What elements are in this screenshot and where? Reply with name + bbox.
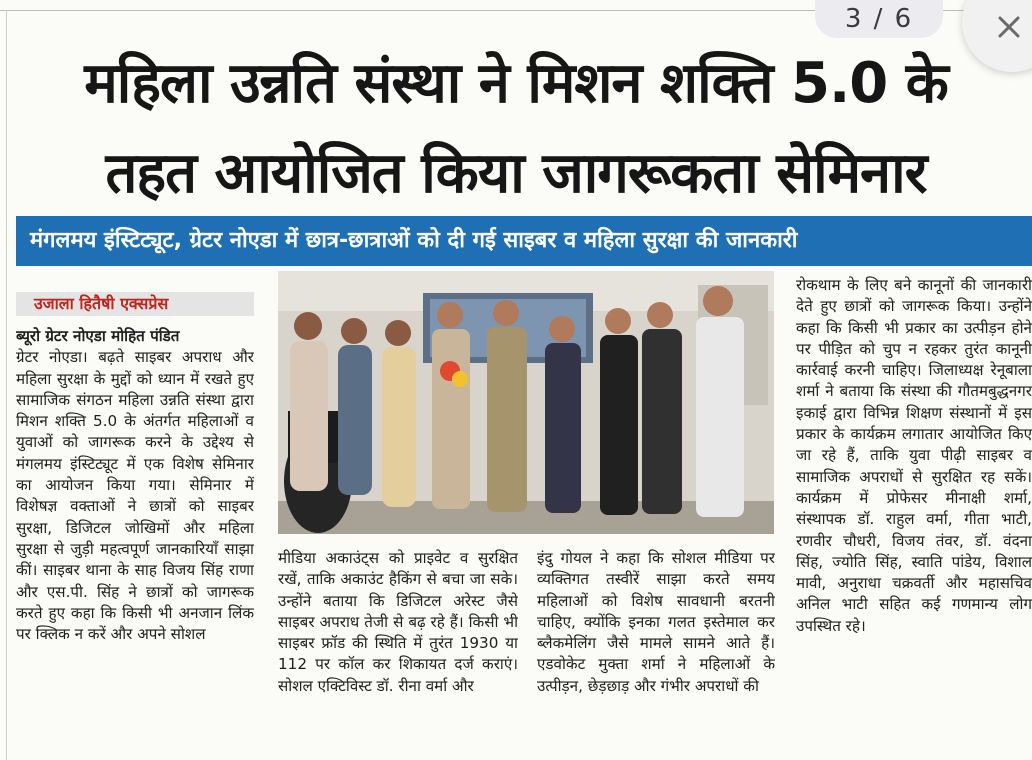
headline-line-1: महिला उन्नति संस्था ने मिशन शक्ति 5.0 के [84, 51, 948, 116]
article-column-4 [796, 275, 1032, 745]
column-4-text: रोकथाम के लिए बने कानूनों की जानकारी देते हुए छात्रों को जागरूक किया। उन्होंने कहा कि किसी भी प्रकार का उत्पीड़न होने पर पीड़ित को चुप न रहकर तुरंत कानूनी कार्रवाई करनी चाहिए। जिलाध्यक्ष रेनूबाला शर्मा ने बताया कि संस्था की गौतमबुद्धनगर इकाई द्वारा विभिन्न शिक्षण संस्थानों में इस प्रकार के कार्यक्रम लगातार आयोजित किए जा रहे हैं, ताकि युवा पीढ़ी साइबर व सामाजिक अपराधों से सुरक्षित रह सकें। कार्यक्रम में प्रोफेसर मीनाक्षी शर्मा, संस्थापक डॉ. राहुल वर्मा, गीता भाटी, रणवीर चौधरी, विजय तंवर, डॉ. वंदना सिंह, ज्योति सिंह, स्वाति पांडेय, विशाल मावी, अनुराधा चक्रवर्ती और महासचिव अनिल भाटी सहित कई गणमान्य लोग उपस्थित रहे। [796, 276, 1032, 635]
headline-line-2: तहत आयोजित किया जागरूकता सेमिनार [105, 141, 927, 206]
close-icon [998, 16, 1020, 38]
article-column-2 [278, 548, 518, 748]
byline: ब्यूरो ग्रेटर नोएडा मोहित पंडित [16, 327, 180, 345]
column-1-text: ग्रेटर नोएडा। बढ़ते साइबर अपराध और महिला सुरक्षा के मुद्दों को ध्यान में रखते हुए सामाजिक संगठन महिला उन्नति संस्था द्वारा मिशन शक्ति 5.0 के अंतर्गत महिलाओं व युवाओं को जागरूक करने के उद्देश्य से मंगलमय इंस्टिट्यूट में एक विशेष सेमिनार का आयोजन किया गया। सेमिनार में विशेषज्ञ वक्ताओं ने छात्रों को साइबर सुरक्षा, डिजिटल जोखिमों और महिला सुरक्षा से जुड़ी महत्वपूर्ण जानकारियाँ साझा कीं। साइबर थाना के साह विजय सिंह राणा और एस.पी. सिंह ने छात्रों को जागरूक करते हुए कहा कि किसी भी अनजान लिंक पर क्लिक न करें और अपने सोशल [16, 348, 254, 644]
left-divider [6, 10, 7, 760]
article-column-3 [537, 548, 775, 748]
column-2-text: मीडिया अकाउंट्स को प्राइवेट व सुरक्षित रखें, ताकि अकाउंट हैकिंग से बचा जा सके। उन्होंने बताया कि डिजिटल अरेस्ट जैसे साइबर अपराध तेजी से बढ़ रहे हैं। किसी भी साइबर फ्रॉड की स्थिति में तुरंत 1930 या 112 पर कॉल कर शिकायत दर्ज कराएं। सोशल एक्टिविस्ट डॉ. रीना वर्मा और [278, 549, 518, 695]
column-3-text: इंदु गोयल ने कहा कि सोशल मीडिया पर व्यक्तिगत तस्वीरें साझा करते समय महिलाओं को विशेष सावधानी बरतनी चाहिए, क्योंकि इनका गलत इस्तेमाल कर ब्लैकमेलिंग जैसे मामले सामने आते हैं। एडवोकेट मुक्ता शर्मा ने महिलाओं के उत्पीड़न, छेड़छाड़ और गंभीर अपराधों की [537, 549, 775, 695]
group-photo-illustration [278, 271, 774, 534]
subheadline-band: मंगलमय इंस्टिट्यूट, ग्रेटर नोएडा में छात्र-छात्राओं को दी गई साइबर व महिला सुरक्षा की जानकारी [16, 216, 1032, 266]
publication-name: उजाला हितैषी एक्सप्रेस [34, 294, 169, 313]
page-indicator: 3 / 6 [815, 0, 943, 38]
article-column-1 [16, 326, 254, 746]
event-photo [278, 271, 774, 534]
